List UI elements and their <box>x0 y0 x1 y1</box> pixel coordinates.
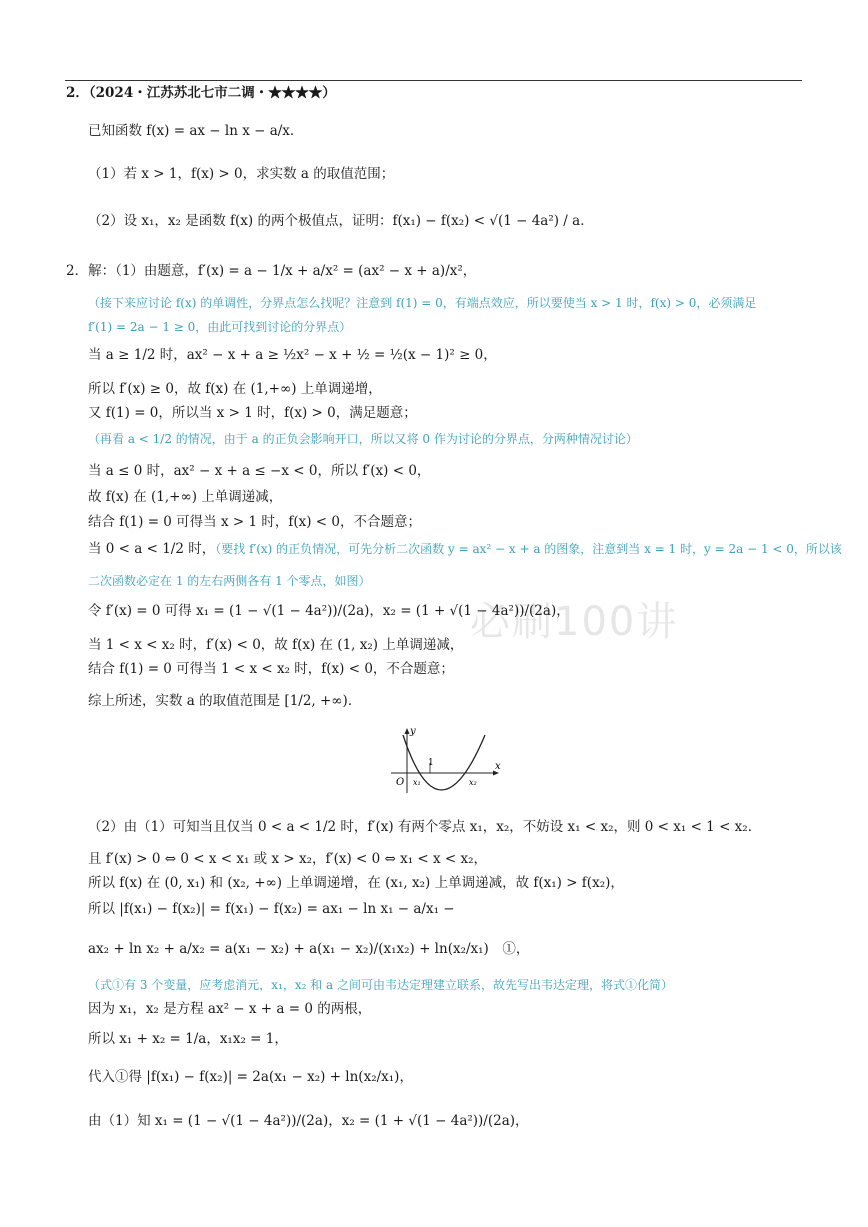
solution-line-16: 所以 |f(x₁) − f(x₂)| = f(x₁) − f(x₂) = ax₁ − ln x₁ − a/x₁ − <box>88 901 455 917</box>
solution-line-20: 代入①得 |f(x₁) − f(x₂)| = 2a(x₁ − x₂) + ln(x₂/x₁)， <box>88 1069 413 1085</box>
x2-label: x₂ <box>469 778 477 787</box>
solution-line-13: （2）由（1）可知当且仅当 0 < a < 1/2 时，f′(x) 有两个零点 x₁，x₂，不妨设 x₁ < x₂，则 0 < x₁ < 1 < x₂． <box>88 819 762 835</box>
solution-line-21: 由（1）知 x₁ = (1 − √(1 − 4a²))/(2a)，x₂ = (1 + √(1 − 4a²))/(2a)， <box>88 1113 529 1129</box>
solution-line-19: 所以 x₁ + x₂ = 1/a，x₁x₂ = 1， <box>88 1031 288 1047</box>
solution-line-7: 结合 f(1) = 0 可得当 x > 1 时，f(x) < 0，不合题意； <box>88 514 421 530</box>
problem-header: 2．（2024・江苏苏北七市二调・★★★★） <box>66 85 336 101</box>
solution-note-4: （要找 f′(x) 的正负情况，可先分析二次函数 y = ax² − x + a 的图象，注意到当 x = 1 时，y = 2a − 1 < 0，所以该 <box>215 542 842 556</box>
solution-note-6: （式①有 3 个变量，应考虑消元，x₁，x₂ 和 a 之间可由韦达定理建立联系，故先写出韦达定理，将式①化简） <box>88 978 674 992</box>
solution-line-11: 结合 f(1) = 0 可得当 1 < x < x₂ 时，f(x) < 0，不合题意； <box>88 661 454 677</box>
solution-note-5: 二次函数必定在 1 的左右两侧各有 1 个零点，如图） <box>88 574 371 588</box>
solution-line-8-text: 当 0 < a < 1/2 时， <box>88 541 216 557</box>
watermark: 必刷100讲 <box>470 599 679 645</box>
problem-part-2: （2）设 x₁，x₂ 是函数 f(x) 的两个极值点，证明：f(x₁) − f(x₂) < √(1 − 4a²) / a． <box>88 213 594 229</box>
solution-line-17: ax₂ + ln x₂ + a/x₂ = a(x₁ − x₂) + a(x₁ − x₂)/(x₁x₂) + ln(x₂/x₁) ①， <box>88 941 530 957</box>
top-rule <box>65 80 802 81</box>
origin-label: O <box>396 777 405 788</box>
solution-line-9: 令 f′(x) = 0 可得 x₁ = (1 − √(1 − 4a²))/(2a)，x₂ = (1 + √(1 − 4a²))/(2a)， <box>88 603 570 619</box>
solution-note-3: （再看 a < 1/2 的情况，由于 a 的正负会影响开口，所以又将 0 作为讨论的分界点，分两种情况讨论） <box>88 432 638 446</box>
solution-line-8 <box>88 540 842 558</box>
solution-note-1: （接下来应讨论 f(x) 的单调性，分界点怎么找呢？注意到 f(1) = 0，有端点效应，所以要使当 x > 1 时，f(x) > 0，必须满足 <box>88 296 757 310</box>
one-label: 1 <box>428 758 434 768</box>
solution-line-5: 当 a ≤ 0 时，ax² − x + a ≤ −x < 0，所以 f′(x) < 0， <box>88 463 431 479</box>
solution-line-12: 综上所述，实数 a 的取值范围是 [1/2, +∞)． <box>88 693 362 709</box>
problem-part-1: （1）若 x > 1，f(x) > 0，求实数 a 的取值范围； <box>88 166 395 182</box>
solution-line-4: 又 f(1) = 0，所以当 x > 1 时，f(x) > 0，满足题意； <box>88 405 417 421</box>
problem-stem: 已知函数 f(x) = ax − ln x − a/x． <box>88 123 304 139</box>
solution-line-10: 当 1 < x < x₂ 时，f′(x) < 0，故 f(x) 在 (1, x₂) 上单调递减， <box>88 637 464 653</box>
solution-line-15: 所以 f(x) 在 (0, x₁) 和 (x₂, +∞) 上单调递增，在 (x₁, x₂) 上单调递减，故 f(x₁) > f(x₂)， <box>88 875 624 891</box>
y-axis-arrow <box>405 728 410 734</box>
solution-line-18: 因为 x₁，x₂ 是方程 ax² − x + a = 0 的两根， <box>88 1001 372 1017</box>
solution-note-2: f′(1) = 2a − 1 ≥ 0，由此可找到讨论的分界点） <box>88 320 352 334</box>
x1-label: x₁ <box>413 778 421 787</box>
y-axis-label: y <box>410 726 416 737</box>
solution-line-14: 且 f′(x) > 0 ⇔ 0 < x < x₁ 或 x > x₂，f′(x) < 0 ⇔ x₁ < x < x₂， <box>88 851 488 867</box>
x-axis-label: x <box>495 761 501 772</box>
solution-line-3: 所以 f′(x) ≥ 0，故 f(x) 在 (1,+∞) 上单调递增， <box>88 381 382 397</box>
solution-line-6: 故 f(x) 在 (1,+∞) 上单调递减， <box>88 489 283 505</box>
solution-line-1: 2．解：（1）由题意，f′(x) = a − 1/x + a/x² = (ax² − x + a)/x²， <box>66 263 477 279</box>
solution-line-2: 当 a ≥ 1/2 时，ax² − x + a ≥ ½x² − x + ½ = ½(x − 1)² ≥ 0， <box>88 347 497 363</box>
parabola-graph <box>385 725 505 795</box>
